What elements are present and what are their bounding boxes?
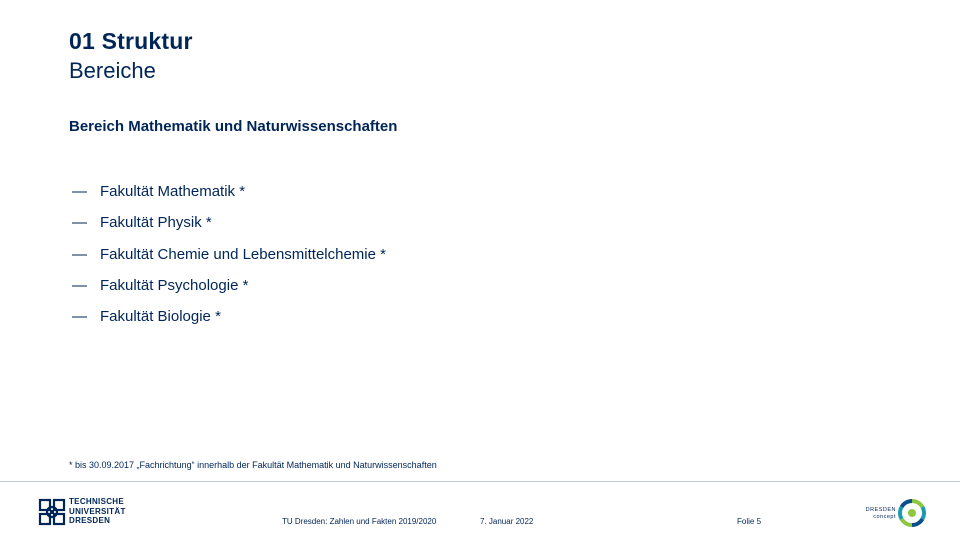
- tu-dresden-emblem-icon: [38, 497, 66, 527]
- tu-logo-wordmark: [69, 497, 126, 526]
- list-item-label: Fakultät Psychologie *: [100, 277, 249, 295]
- list-item-label: Fakultät Physik *: [100, 214, 212, 232]
- dresden-concept-emblem-icon: [898, 499, 926, 527]
- tu-logo-line: TECHNISCHE: [69, 497, 125, 506]
- section-heading: Bereich Mathematik und Naturwissenschaften: [69, 118, 398, 135]
- slide-subtitle: Bereiche: [69, 58, 156, 83]
- footnote: * bis 30.09.2017 „Fachrichtung“ innerhalb der Fakultät Mathematik und Naturwissenschaften: [69, 460, 437, 470]
- list-item: [72, 270, 386, 301]
- list-item: [72, 239, 386, 270]
- dresden-concept-logo: [862, 498, 926, 528]
- bullet-dash: —: [72, 245, 87, 263]
- list-item-label: Fakultät Mathematik *: [100, 183, 246, 201]
- bullet-dash: —: [72, 214, 87, 232]
- footer-divider: [0, 481, 960, 482]
- concept-logo-line: concept: [873, 514, 896, 520]
- list-item-label: Fakultät Biologie *: [100, 308, 221, 326]
- bullet-dash: —: [72, 277, 87, 295]
- footer-date: 7. Januar 2022: [480, 517, 534, 526]
- list-item: [72, 176, 386, 207]
- tu-logo-line: UNIVERSITÄT: [69, 506, 126, 516]
- tu-logo-line: DRESDEN: [69, 516, 111, 526]
- footer-slide-number: Folie 5: [737, 517, 762, 526]
- concept-logo-line: DRESDEN: [865, 507, 896, 513]
- list-item: [72, 207, 386, 238]
- slide-title: 01 Struktur: [69, 28, 193, 54]
- list-item: [72, 301, 386, 332]
- footer-presentation-title: TU Dresden: Zahlen und Fakten 2019/2020: [282, 517, 437, 526]
- tu-dresden-logo: [38, 496, 134, 530]
- list-item-label: Fakultät Chemie und Lebensmittelchemie *: [100, 245, 386, 263]
- dresden-concept-wordmark: [862, 507, 896, 521]
- bullet-dash: —: [72, 308, 87, 326]
- faculty-list: [72, 176, 386, 332]
- bullet-dash: —: [72, 183, 87, 201]
